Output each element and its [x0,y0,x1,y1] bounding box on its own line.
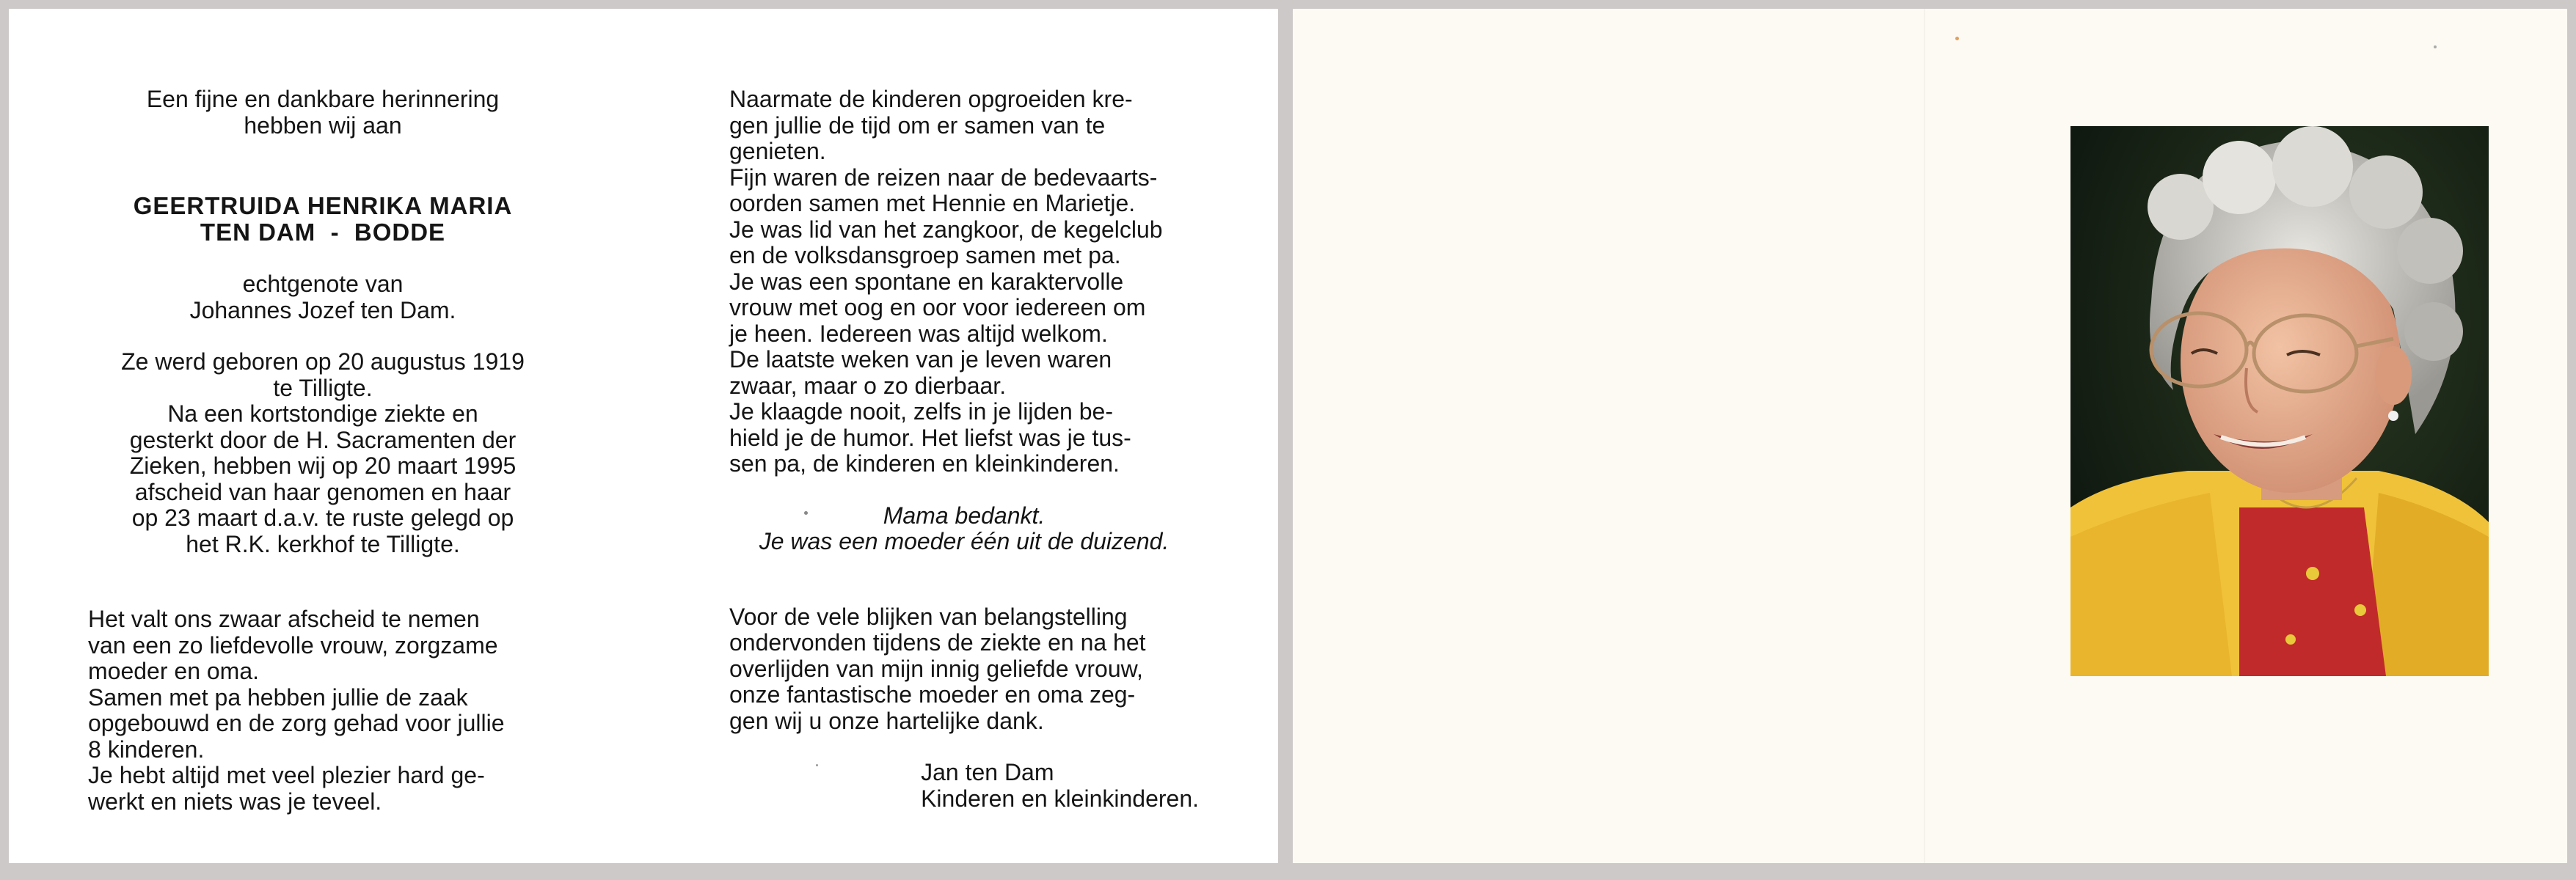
portrait-illustration [2070,126,2489,676]
paper-speck [804,511,808,515]
text-line: Een fijne en dankbare herinnering [146,86,500,112]
card-cover-photo-panel [1293,9,2567,863]
text-line: gen jullie de tijd om er samen van te [729,111,1106,139]
text-line: echtgenote van [242,271,404,297]
text-line: vrouw met oog en oor voor iedereen om [729,294,1146,320]
text-line: gesterkt door de H. Sacramenten der [129,426,517,453]
text-line: en de volksdansgroep samen met pa. [729,242,1121,268]
paper-speck [816,764,818,766]
text-line: Het valt ons zwaar afscheid te nemen [88,606,480,632]
deceased-name [88,193,558,246]
text-line: De laatste weken van je leven waren [729,346,1112,373]
text-line: zwaar, maar o zo dierbaar. [729,372,1007,399]
text-line: hebben wij aan [244,111,402,139]
memories-paragraph [729,87,1199,477]
text-line: ondervonden tijdens de ziekte en na het [729,629,1146,656]
text-line: Voor de vele blijken van belangstelling [729,603,1128,630]
text-line: overlijden van mijn innig geliefde vrouw, [729,655,1143,682]
text-line: onze fantastische moeder en oma zeg- [729,681,1136,708]
text-line: Ze werd geboren op 20 augustus 1919 [121,348,525,375]
spouse-text [88,271,558,323]
text-line: Je hebt altijd met veel plezier hard ge- [88,762,485,788]
right-text-column [729,87,1199,812]
text-line: Fijn waren de reizen naar de bedevaarts- [729,164,1158,191]
text-line: Je was een spontane en karaktervolle [729,268,1124,295]
intro-text [88,87,558,139]
paper-speck [1955,37,1959,40]
card-inner-text-panel [9,9,1278,863]
text-line: Samen met pa hebben jullie de zaak [88,683,468,711]
text-line: Jan ten Dam [921,759,1054,785]
text-line: afscheid van haar genomen en haar [134,478,511,505]
farewell-paragraph [88,606,558,815]
text-line: Mama bedankt. [883,502,1046,529]
text-line: genieten. [729,138,826,164]
signature-block [729,760,1199,812]
text-line: het R.K. kerkhof te Tilligte. [186,530,460,557]
text-line: op 23 maart d.a.v. te ruste gelegd op [131,505,514,531]
text-line: TEN DAM - BODDE [200,219,446,246]
text-line: opgebouwd en de zorg gehad voor jullie [88,710,505,736]
portrait-photo [2070,126,2489,676]
thanks-paragraph [729,604,1199,735]
text-line: Kinderen en kleinkinderen. [921,785,1199,812]
text-line: hield je de humor. Het liefst was je tus- [729,424,1131,451]
paper-speck [2434,45,2437,48]
card-fold-line [1924,9,1926,863]
text-line: oorden samen met Hennie en Marietje. [729,190,1136,216]
left-text-column [88,87,558,815]
text-line: van een zo liefdevolle vrouw, zorgzame [88,631,498,659]
text-line: je heen. Iedereen was altijd welkom. [729,320,1108,347]
text-line: sen pa, de kinderen en kleinkinderen. [729,450,1120,477]
text-line: GEERTRUIDA HENRIKA MARIA [133,192,513,219]
text-line: Johannes Jozef ten Dam. [189,296,456,323]
text-line: werkt en niets was je teveel. [88,788,382,815]
text-line: moeder en oma. [88,658,260,684]
text-line: Je klaagde nooit, zelfs in je lijden be- [729,398,1113,425]
text-line: Zieken, hebben wij op 20 maart 1995 [129,452,517,479]
tribute-text [729,503,1199,555]
text-line: te Tilligte. [273,374,373,401]
text-line: Je was een moeder één uit de duizend. [759,528,1170,554]
text-line: Na een kortstondige ziekte en [167,400,478,427]
text-line: Naarmate de kinderen opgroeiden kre- [729,86,1133,112]
text-line: gen wij u onze hartelijke dank. [729,707,1044,734]
biography-text [88,349,558,557]
text-line: 8 kinderen. [88,736,205,763]
text-line: Je was lid van het zangkoor, de kegelclub [729,216,1163,243]
